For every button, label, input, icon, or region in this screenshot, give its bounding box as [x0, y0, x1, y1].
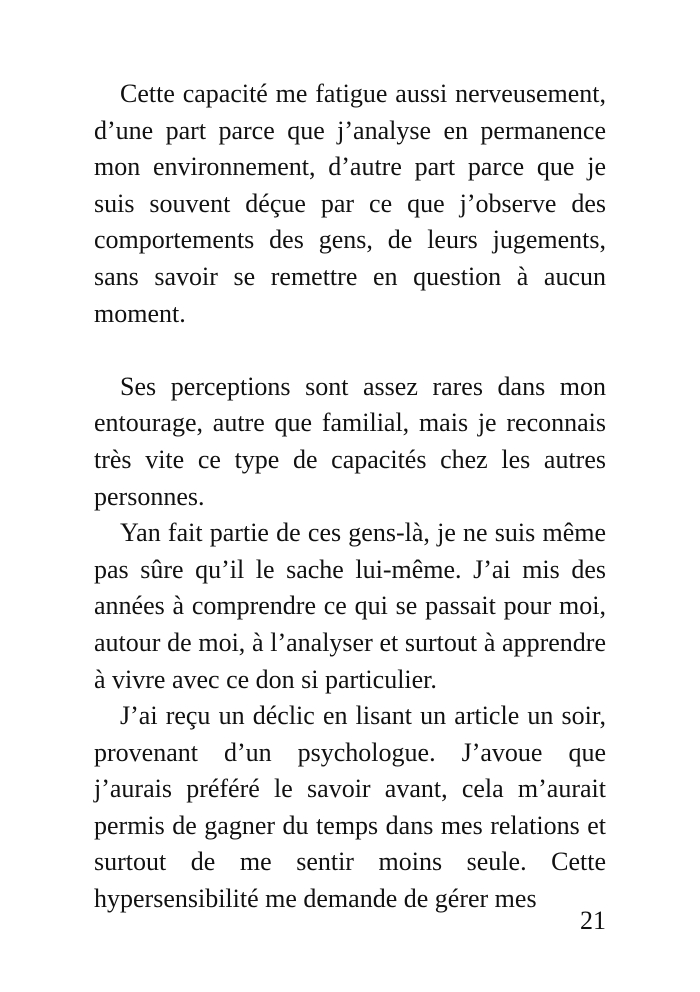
paragraph-4: J’ai reçu un déclic en lisant un article un soir, provenant d’un psychologue. J’avoue que j’aurais préféré le savoir avant, cela m’aurait permis de gagner du temps dans mes relations et surtout de me sentir moins seule. Cette hypersensibilité me demande de gérer mes [94, 701, 606, 914]
paragraph-1: Cette capacité me fatigue aussi nerveusement, d’une part parce que j’analyse en permanence mon environnement, d’autre part parce que je suis souvent déçue par ce que j’observe des comportements des gens, de leurs jugements, sans savoir se remettre en question à aucun moment. [94, 79, 606, 328]
page-number: 21 [580, 906, 606, 935]
page-body [94, 76, 606, 918]
paragraph-2: Ses perceptions sont assez rares dans mon entourage, autre que familial, mais je reconnais très vite ce type de capacités chez les autres personnes. [94, 371, 606, 511]
paragraph-spacer [94, 332, 606, 369]
paragraph-3: Yan fait partie de ces gens-là, je ne suis même pas sûre qu’il le sache lui-même. J’ai mis des années à comprendre ce qui se passait pour moi, autour de moi, à l’analyser et surtout à apprendre à vivre avec ce don si particulier. [94, 518, 606, 694]
